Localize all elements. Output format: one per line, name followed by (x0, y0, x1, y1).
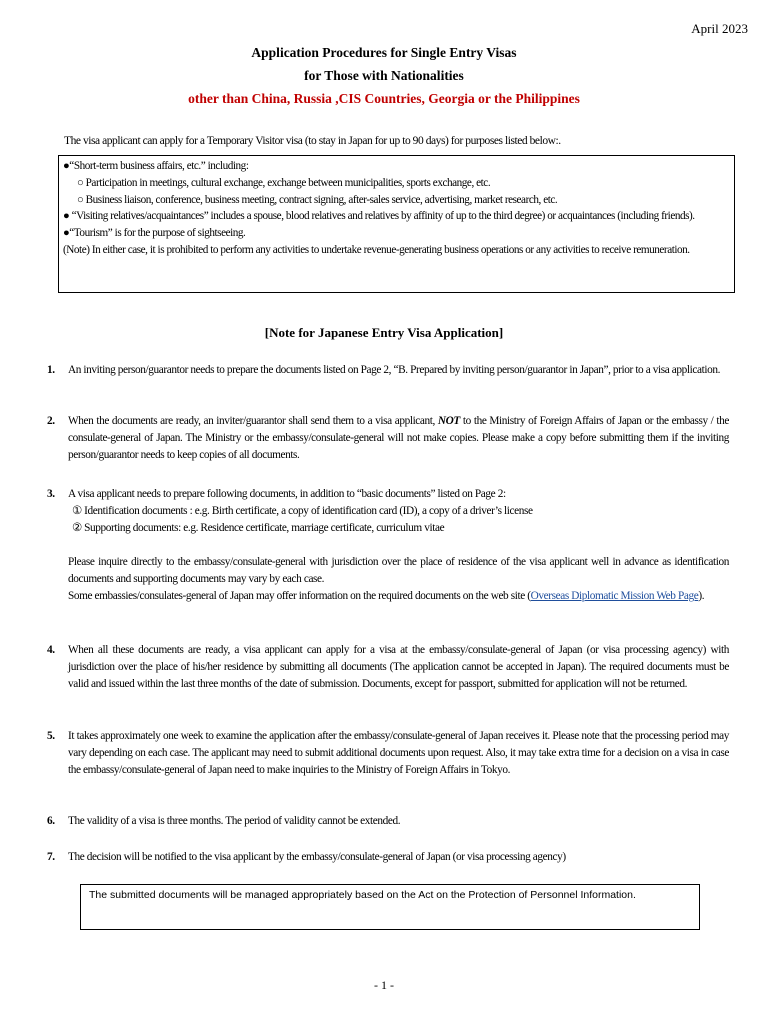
title-line-1: Application Procedures for Single Entry Visas (251, 45, 517, 60)
purpose-tourism: ●“Tourism” is for the purpose of sightseeing. (63, 227, 246, 240)
note-heading: [Note for Japanese Entry Visa Application] (264, 325, 504, 340)
item-number: 1. (47, 364, 55, 376)
purpose-visiting: ● “Visiting relatives/acquaintances” includes a spouse, blood relatives and relatives by affinity of up to the third degree) or acquaintances (including friends). (63, 210, 695, 223)
overseas-mission-link[interactable]: Overseas Diplomatic Mission Web Page (530, 590, 699, 602)
purpose-business: ●“Short-term business affairs, etc.” including: (63, 160, 249, 172)
document-date: April 2023 (691, 21, 748, 36)
item-number: 3. (47, 488, 55, 500)
item-text: An inviting person/guarantor needs to prepare the documents listed on Page 2, “B. Prepared by inviting person/guarantor in Japan”, prior to a visa application. (68, 364, 720, 376)
item-text: A visa applicant needs to prepare following documents, in addition to “basic documents” listed on Page 2: (68, 488, 506, 500)
title-line-2: for Those with Nationalities (304, 68, 464, 83)
note-item-1 (47, 362, 729, 379)
title-line-3: other than China, Russia ,CIS Countries, Georgia or the Philippines (188, 91, 580, 106)
note-item-2 (47, 413, 729, 464)
purpose-note: (Note) In either case, it is prohibited to perform any activities to undertake revenue-generating business operations or any activities to receive remuneration. (63, 243, 690, 256)
item-text: When all these documents are ready, a visa applicant can apply for a visa at the embassy/consulate-general of Japan (or visa processing agency) with jurisdiction over the place of his/her residence by submitting all documents (The application cannot be accepted in Japan). The required documents must be valid and issued within the last three months of the date of submission. Documents, except for passport, submitted for application will not be returned. (68, 644, 729, 690)
emphasis-not: NOT (437, 415, 460, 427)
note-item-3 (47, 486, 729, 605)
purposes-box (58, 155, 735, 293)
item-number: 6. (47, 815, 55, 827)
item-paragraph-web: Some embassies/consulates-general of Japan may offer information on the required documents on the web site (Overseas Diplomatic Mission Web Page). (68, 590, 705, 602)
purpose-business-item-a: ○ Participation in meetings, cultural exchange, exchange between municipalities, sports exchange, etc. (77, 176, 491, 189)
intro-text: The visa applicant can apply for a Temporary Visitor visa (to stay in Japan for up to 90 days) for purposes listed below:. (64, 135, 561, 147)
item-number: 4. (47, 644, 55, 656)
item-text: The validity of a visa is three months. The period of validity cannot be extended. (68, 815, 401, 827)
item-text: The decision will be notified to the visa applicant by the embassy/consulate-general of Japan (or visa processing agency) (68, 851, 566, 863)
item-number: 2. (47, 415, 55, 427)
note-item-4 (47, 642, 729, 693)
item-text: It takes approximately one week to examine the application after the embassy/consulate-general of Japan receives it. Please note that the processing period may vary depending on each case. The applicant may need to submit additional documents upon request. Also, it may take extra time for a decision on a visa in case the embassy/consulate-general of Japan need to make inquiries to the Ministry of Foreign Affairs in Tokyo. (68, 730, 729, 776)
note-item-7 (47, 849, 729, 866)
note-item-6 (47, 813, 729, 830)
item-sub-identification: ① Identification documents : e.g. Birth certificate, a copy of identification card (ID), a copy of a driver’s license (72, 505, 533, 517)
item-paragraph: Please inquire directly to the embassy/consulate-general with jurisdiction over the place of residence of the visa applicant well in advance as identification documents and supporting documents may vary by each case. (68, 556, 729, 585)
item-number: 7. (47, 851, 55, 863)
privacy-note-box: The submitted documents will be managed appropriately based on the Act on the Protection of Personnel Information. (80, 884, 700, 930)
purpose-business-item-b: ○ Business liaison, conference, business meeting, contract signing, after-sales service, advertising, market research, etc. (77, 193, 558, 206)
note-item-5 (47, 728, 729, 779)
page-number: - 1 - (374, 978, 394, 992)
item-number: 5. (47, 730, 55, 742)
item-sub-supporting: ② Supporting documents: e.g. Residence certificate, marriage certificate, curriculum vitae (72, 522, 445, 534)
item-text: When the documents are ready, an inviter/guarantor shall send them to a visa applicant, NOT to the Ministry of Foreign Affairs of Japan or the embassy / the consulate-general of Japan. The Ministry or the embassy/consulate-general will not make copies. Please make a copy before submitting them if the inviting person/guarantor needs to keep copies of all documents. (68, 415, 729, 461)
